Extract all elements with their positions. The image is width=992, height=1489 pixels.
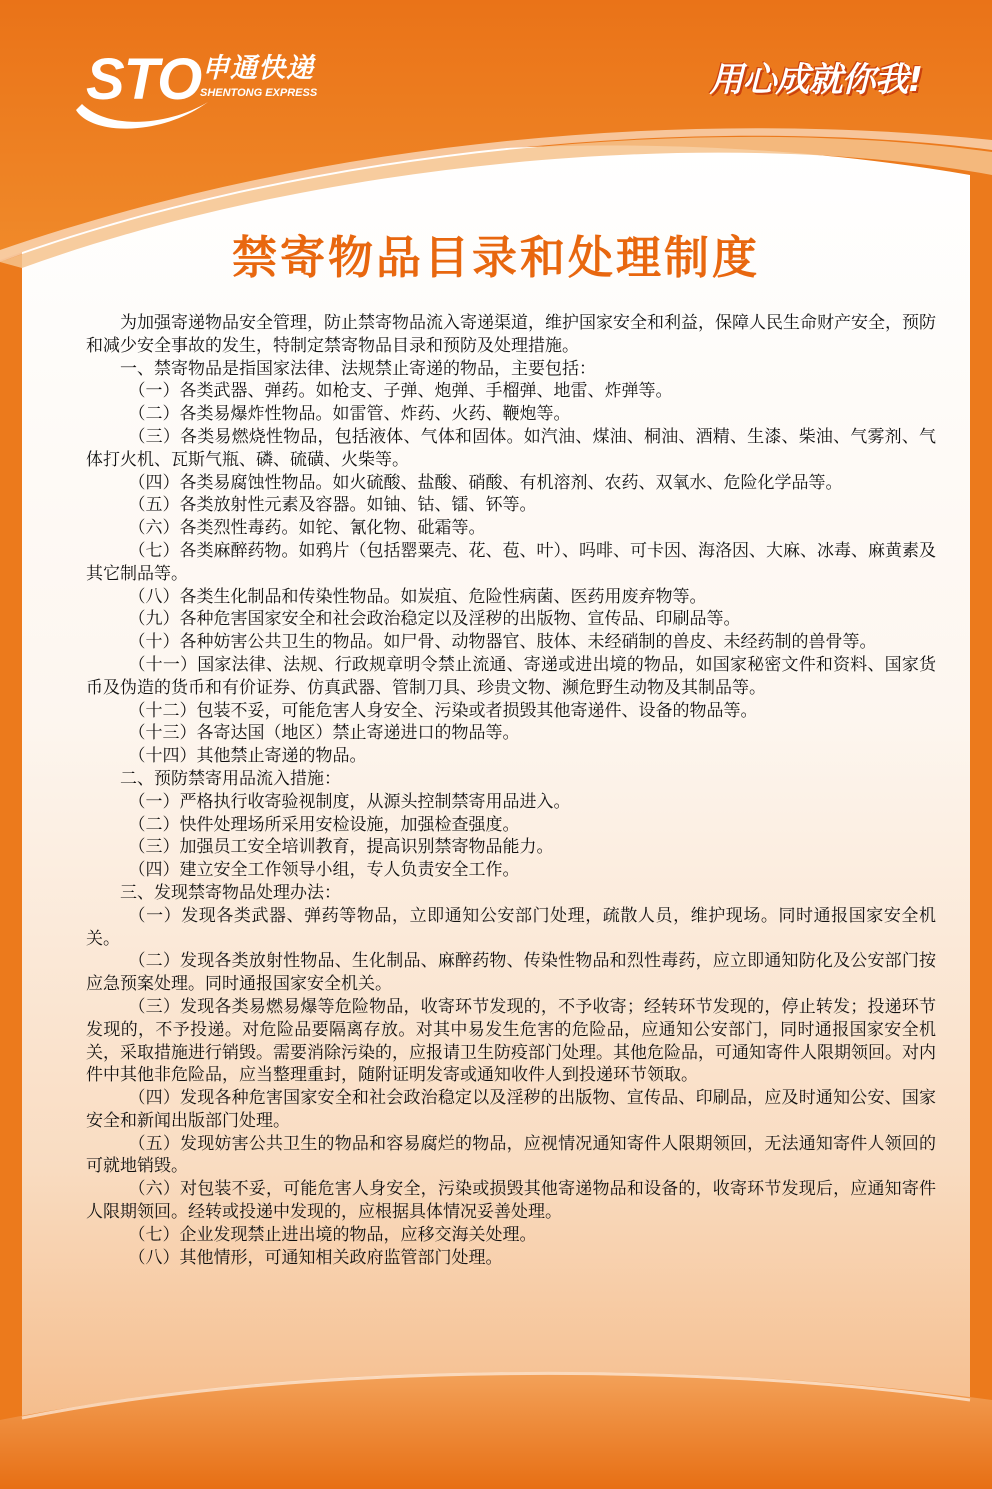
section-3-item: （七）企业发现禁止进出境的物品，应移交海关处理。 <box>128 1224 537 1245</box>
logo-chinese-name: 申通快递 <box>202 53 314 84</box>
section-1-item: （十三）各寄达国（地区）禁止寄递进口的物品等。 <box>128 723 520 744</box>
logo-english-name: SHENTONG EXPRESS <box>200 87 318 99</box>
logo-abbr: STO <box>86 47 202 112</box>
section-1-item: （五）各类放射性元素及容器。如铀、钴、镭、钚等。 <box>128 495 537 516</box>
section-3-item: （五）发现妨害公共卫生的物品和容易腐烂的物品，应视情况通知寄件人限期领回，无法通知寄件人领回的可就地销毁。 <box>86 1133 936 1177</box>
section-1-item: （二）各类易爆炸性物品。如雷管、炸药、火药、鞭炮等。 <box>128 404 571 425</box>
section-3-item: （四）发现各种危害国家安全和社会政治稳定以及淫秽的出版物、宣传品、印刷品，应及时通知公安、国家安全和新闻出版部门处理。 <box>86 1088 936 1131</box>
section-1-item: （八）各类生化制品和传染性物品。如炭疽、危险性病菌、医药用废弃物等。 <box>128 586 707 607</box>
page-title: 禁寄物品目录和处理制度 <box>231 231 760 284</box>
section-1-item: （十二）包装不妥，可能危害人身安全、污染或者损毁其他寄递件、设备的物品等。 <box>128 700 758 721</box>
section-3-item: （二）发现各类放射性物品、生化制品、麻醉药物、传染性物品和烈性毒药，应立即通知防化及公安部门按应急预案处理。同时通报国家安全机关。 <box>86 951 936 995</box>
section-2-item: （二）快件处理场所采用安检设施，加强检查强度。 <box>128 814 520 835</box>
slogan: 用心成就你我! <box>709 60 922 100</box>
section-1-item: （十一）国家法律、法规、行政规章明令禁止流通、寄递或进出境的物品，如国家秘密文件和资料、国家货币及伪造的货币和有价证券、仿真武器、管制刀具、珍贵文物、濒危野生动物及其制品等。 <box>86 654 936 698</box>
section-3-item: （三）发现各类易燃易爆等危险物品，收寄环节发现的，不予收寄；经转环节发现的，停止转发；投递环节发现的，不予投递。对危险品要隔离存放。对其中易发生危害的危险品，应通知公安部门，同时通报国家安全机关，采取措施进行销毁。需要消除污染的，应报请卫生防疫部门处理。其他危险品，可通知寄件人限期领回。对内件中其他非危险品，应当整理重封，随附证明发寄或通知收件人到投递环节领取。 <box>86 996 936 1086</box>
section-1-item: （一）各类武器、弹药。如枪支、子弹、炮弹、手榴弹、地雷、炸弹等。 <box>128 381 673 402</box>
section-1-item: （十）各种妨害公共卫生的物品。如尸骨、动物器官、肢体、未经硝制的兽皮、未经药制的兽骨等。 <box>128 632 877 653</box>
document-body <box>86 312 936 1269</box>
sto-logo <box>72 48 332 138</box>
section-1-item: （六）各类烈性毒药。如铊、氰化物、砒霜等。 <box>128 518 486 539</box>
section-2-item: （一）严格执行收寄验视制度，从源头控制禁寄用品进入。 <box>128 791 571 812</box>
section-1-heading: 一、禁寄物品是指国家法律、法规禁止寄递的物品，主要包括： <box>120 358 596 379</box>
section-1-item: （三）各类易燃烧性物品，包括液体、气体和固体。如汽油、煤油、桐油、酒精、生漆、柴油、气雾剂、气体打火机、瓦斯气瓶、磷、硫磺、火柴等。 <box>86 426 936 470</box>
section-2-heading: 二、预防禁寄用品流入措施： <box>120 768 341 789</box>
intro-paragraph: 为加强寄递物品安全管理，防止禁寄物品流入寄递渠道，维护国家安全和利益，保障人民生命财产安全，预防和减少安全事故的发生，特制定禁寄物品目录和预防及处理措施。 <box>86 313 936 356</box>
section-3-item: （六）对包装不妥，可能危害人身安全，污染或损毁其他寄递物品和设备的，收寄环节发现后，应通知寄件人限期领回。经转或投递中发现的，应根据具体情况妥善处理。 <box>86 1179 936 1223</box>
section-2-item: （四）建立安全工作领导小组，专人负责安全工作。 <box>128 860 520 881</box>
section-3-item: （八）其他情形，可通知相关政府监管部门处理。 <box>128 1247 503 1268</box>
section-1-item: （七）各类麻醉药物。如鸦片（包括罂粟壳、花、苞、叶）、吗啡、可卡因、海洛因、大麻、冰毒、麻黄素及其它制品等。 <box>86 540 936 584</box>
section-3-heading: 三、发现禁寄物品处理办法： <box>120 882 341 903</box>
section-1-item: （九）各种危害国家安全和社会政治稳定以及淫秽的出版物、宣传品、印刷品等。 <box>128 609 741 630</box>
section-3-item: （一）发现各类武器、弹药等物品，立即通知公安部门处理，疏散人员，维护现场。同时通报国家安全机关。 <box>86 905 936 949</box>
section-2-item: （三）加强员工安全培训教育，提高识别禁寄物品能力。 <box>128 837 554 858</box>
section-1-item: （四）各类易腐蚀性物品。如火硫酸、盐酸、硝酸、有机溶剂、农药、双氧水、危险化学品等。 <box>128 472 843 493</box>
section-1-item: （十四）其他禁止寄递的物品。 <box>128 746 367 767</box>
